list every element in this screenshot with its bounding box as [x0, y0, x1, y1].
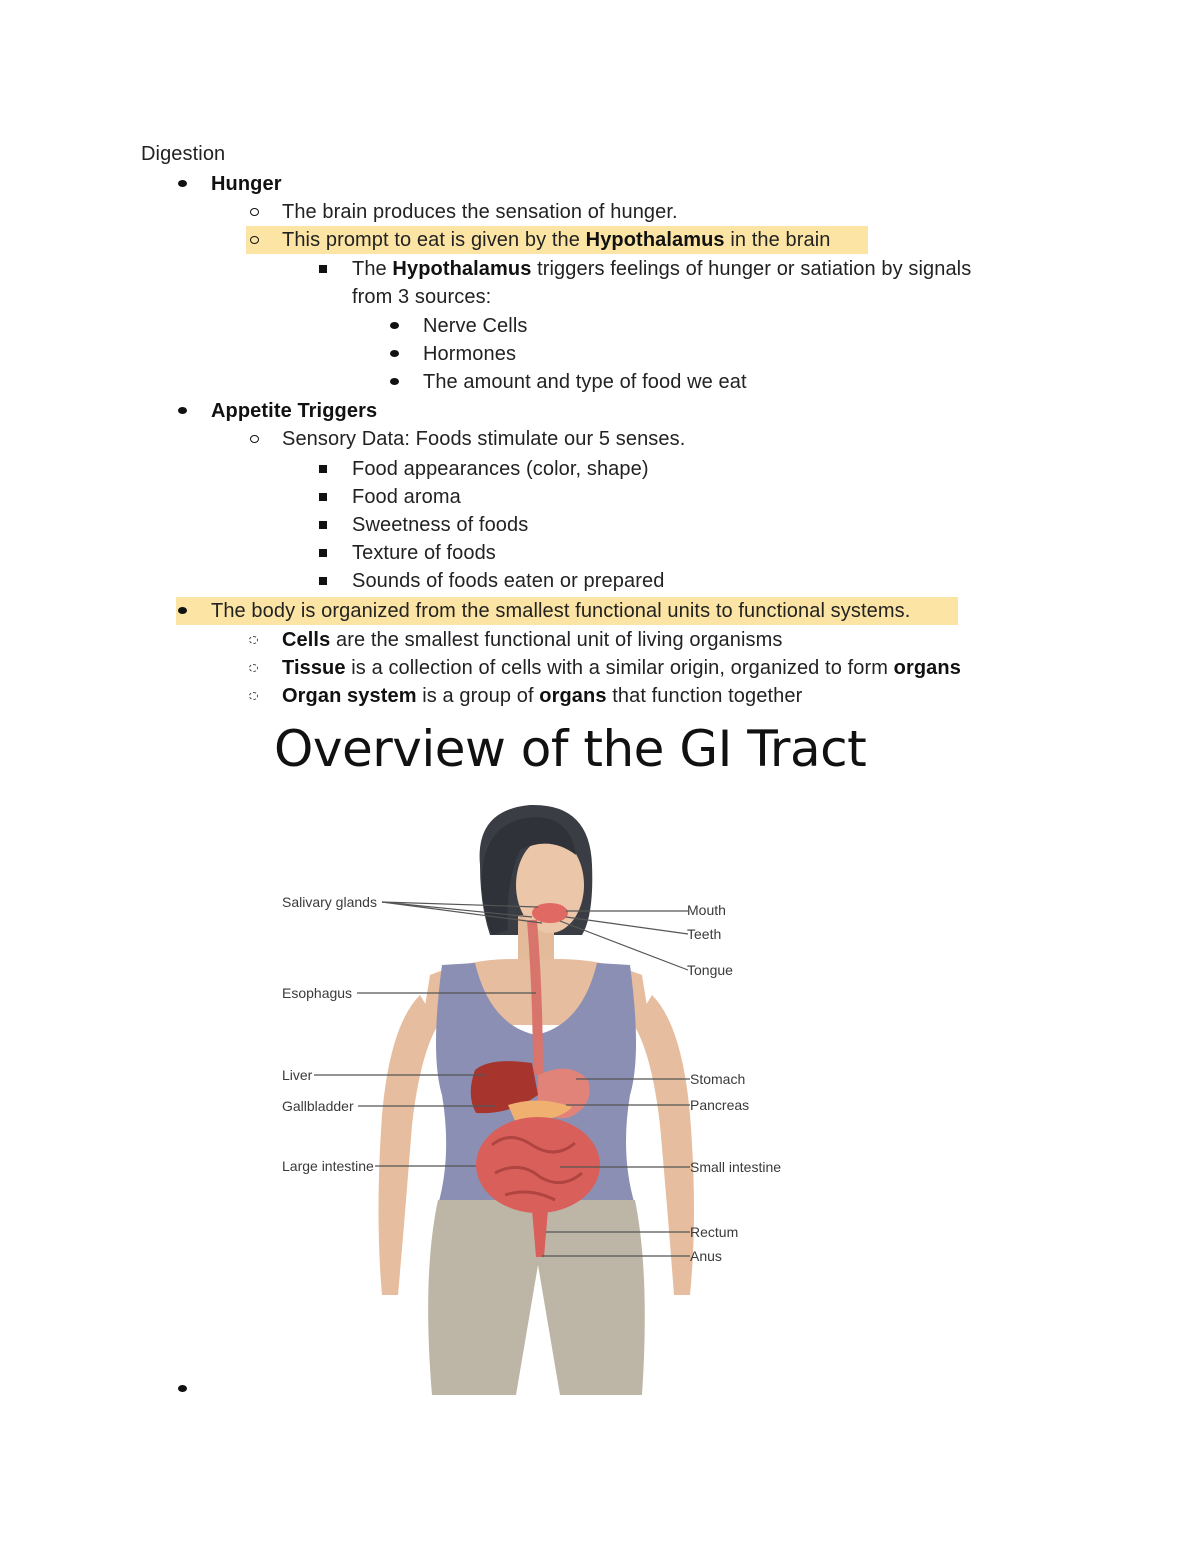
- bullet-disc: [178, 407, 187, 414]
- intestines-shape: [476, 1117, 600, 1213]
- bullet-square: [319, 493, 327, 501]
- appetite-item: Food appearances (color, shape): [352, 458, 649, 480]
- bullet-square: [319, 577, 327, 585]
- label-stomach: Stomach: [690, 1071, 746, 1087]
- bullet-dashed-circle: [249, 636, 258, 644]
- label-mouth: Mouth: [687, 902, 726, 918]
- label-pancreas: Pancreas: [690, 1097, 750, 1113]
- document-title: Digestion: [141, 143, 226, 165]
- organ-system-bold: Organ system: [282, 685, 417, 707]
- hunger-brain-line: The brain produces the sensation of hunger.: [282, 201, 678, 223]
- bullet-disc: [178, 180, 187, 187]
- section-heading-appetite: Appetite Triggers: [211, 400, 378, 422]
- bullet-disc: [390, 322, 399, 329]
- cells-bold: Cells: [282, 629, 331, 651]
- hunger-prompt-line: [282, 226, 830, 254]
- label-salivary-glands: Salivary glands: [282, 894, 377, 910]
- gi-tract-illustration: [270, 795, 810, 1395]
- bullet-dashed-circle: [249, 664, 258, 672]
- hypothalamus-line: [352, 255, 971, 283]
- mouth-shape: [532, 903, 568, 923]
- hyp-text: The: [352, 258, 393, 280]
- label-small-intestine: Small intestine: [690, 1159, 782, 1175]
- source-item: Nerve Cells: [423, 315, 528, 337]
- cells-text: are the smallest functional unit of living organisms: [330, 629, 783, 651]
- bullet-circle: [250, 435, 259, 443]
- sensory-line: Sensory Data: Foods stimulate our 5 senses.: [282, 428, 686, 450]
- organ-text: is a group of: [416, 685, 540, 707]
- bullet-square: [319, 265, 327, 273]
- hyp-text-end: triggers feelings of hunger or satiation by signals: [531, 258, 972, 280]
- label-liver: Liver: [282, 1067, 313, 1083]
- section-heading-hunger: Hunger: [211, 173, 282, 195]
- label-rectum: Rectum: [690, 1224, 739, 1240]
- tissue-bold: Tissue: [282, 657, 346, 679]
- source-item: The amount and type of food we eat: [423, 371, 747, 393]
- prompt-bold-hypothalamus: Hypothalamus: [585, 229, 725, 251]
- label-tongue: Tongue: [687, 962, 733, 978]
- label-esophagus: Esophagus: [282, 985, 353, 1001]
- label-teeth: Teeth: [687, 926, 722, 942]
- prompt-text-end: in the brain: [724, 229, 831, 251]
- organ-system-line: [282, 682, 802, 710]
- bullet-square: [319, 465, 327, 473]
- bullet-disc-empty-item: [178, 1385, 187, 1392]
- bullet-dashed-circle: [249, 692, 258, 700]
- prompt-text: This prompt to eat is given by the: [282, 229, 586, 251]
- esophagus-shape: [532, 920, 538, 1075]
- bullet-disc: [390, 350, 399, 357]
- appetite-item: Sweetness of foods: [352, 514, 529, 536]
- appetite-item: Food aroma: [352, 486, 461, 508]
- organs-bold: organs: [539, 685, 607, 707]
- organization-heading: The body is organized from the smallest functional units to functional systems.: [211, 600, 911, 622]
- bullet-disc: [390, 378, 399, 385]
- bullet-circle: [250, 236, 259, 244]
- bullet-circle: [250, 208, 259, 216]
- label-large-intestine: Large intestine: [282, 1158, 374, 1174]
- bullet-disc: [178, 607, 187, 614]
- figure-title: Overview of the GI Tract: [274, 720, 867, 778]
- left-arm-shape: [379, 995, 439, 1295]
- tissue-bold-organs: organs: [893, 657, 961, 679]
- right-arm-shape: [634, 995, 694, 1295]
- label-anus: Anus: [690, 1248, 722, 1264]
- appetite-item: Sounds of foods eaten or prepared: [352, 570, 665, 592]
- hypothalamus-line-cont: from 3 sources:: [352, 286, 492, 308]
- source-item: Hormones: [423, 343, 517, 365]
- tissue-line: [282, 654, 961, 682]
- organ-text-end: that function together: [606, 685, 803, 707]
- label-gallbladder: Gallbladder: [282, 1098, 354, 1114]
- bullet-square: [319, 549, 327, 557]
- cells-line: [282, 626, 783, 654]
- tissue-text: is a collection of cells with a similar origin, organized to form: [345, 657, 894, 679]
- hyp-bold: Hypothalamus: [392, 258, 532, 280]
- appetite-item: Texture of foods: [352, 542, 496, 564]
- bullet-square: [319, 521, 327, 529]
